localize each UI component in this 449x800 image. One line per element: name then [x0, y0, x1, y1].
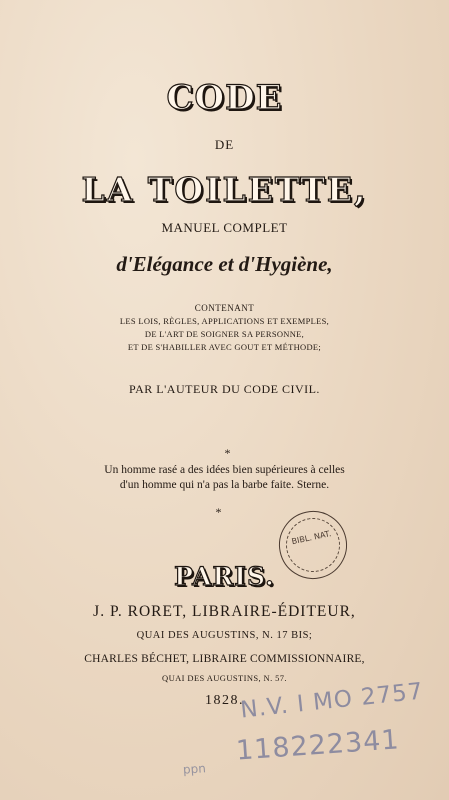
title-de: DE [214, 137, 235, 152]
contents-heading: CONTENANT [194, 303, 255, 313]
contents-line-3: ET DE S'HABILLER AVEC GOUT ET MÉTHODE; [127, 342, 322, 352]
subtitle-manuel-complet: MANUEL COMPLET [161, 220, 288, 235]
pencil-record-number: 118222341 [235, 724, 401, 767]
contents-line-1: LES LOIS, RÈGLES, APPLICATIONS ET EXEMPLES, [119, 316, 330, 326]
asterism-bottom: * [215, 505, 222, 519]
title-code: CODE [166, 78, 283, 118]
asterism-top: * [224, 446, 231, 460]
imprint-address-1: QUAI DES AUGUSTINS, N. 17 BIS; [136, 630, 313, 641]
imprint-address-2: QUAI DES AUGUSTINS, N. 57. [162, 673, 287, 683]
imprint-year: 1828. [205, 693, 244, 708]
pencil-ppn-note: ppn [182, 761, 207, 777]
epigraph-line-1: Un homme rasé a des idées bien supérieures à celles [104, 464, 345, 476]
title-la-toilette: LA TOILETTE, [81, 170, 368, 209]
contents-line-2: DE L'ART DE SOIGNER SA PERSONNE, [144, 329, 305, 339]
library-stamp-text: BIBL. NAT. [290, 529, 333, 547]
epigraph-line-2: d'un homme qui n'a pas la barbe faite. Sterne. [119, 479, 330, 491]
imprint-city: PARIS. [174, 562, 275, 591]
imprint-publisher: J. P. RORET, LIBRAIRE-ÉDITEUR, [93, 603, 356, 620]
pencil-shelfmark: N.V. I MO 2757 [239, 678, 425, 724]
imprint-co-publisher: CHARLES BÉCHET, LIBRAIRE COMMISSIONNAIRE, [84, 653, 365, 665]
author-line: PAR L'AUTEUR DU CODE CIVIL. [129, 382, 320, 396]
subtitle-elegance-hygiene: d'Elégance et d'Hygiène, [116, 252, 333, 276]
